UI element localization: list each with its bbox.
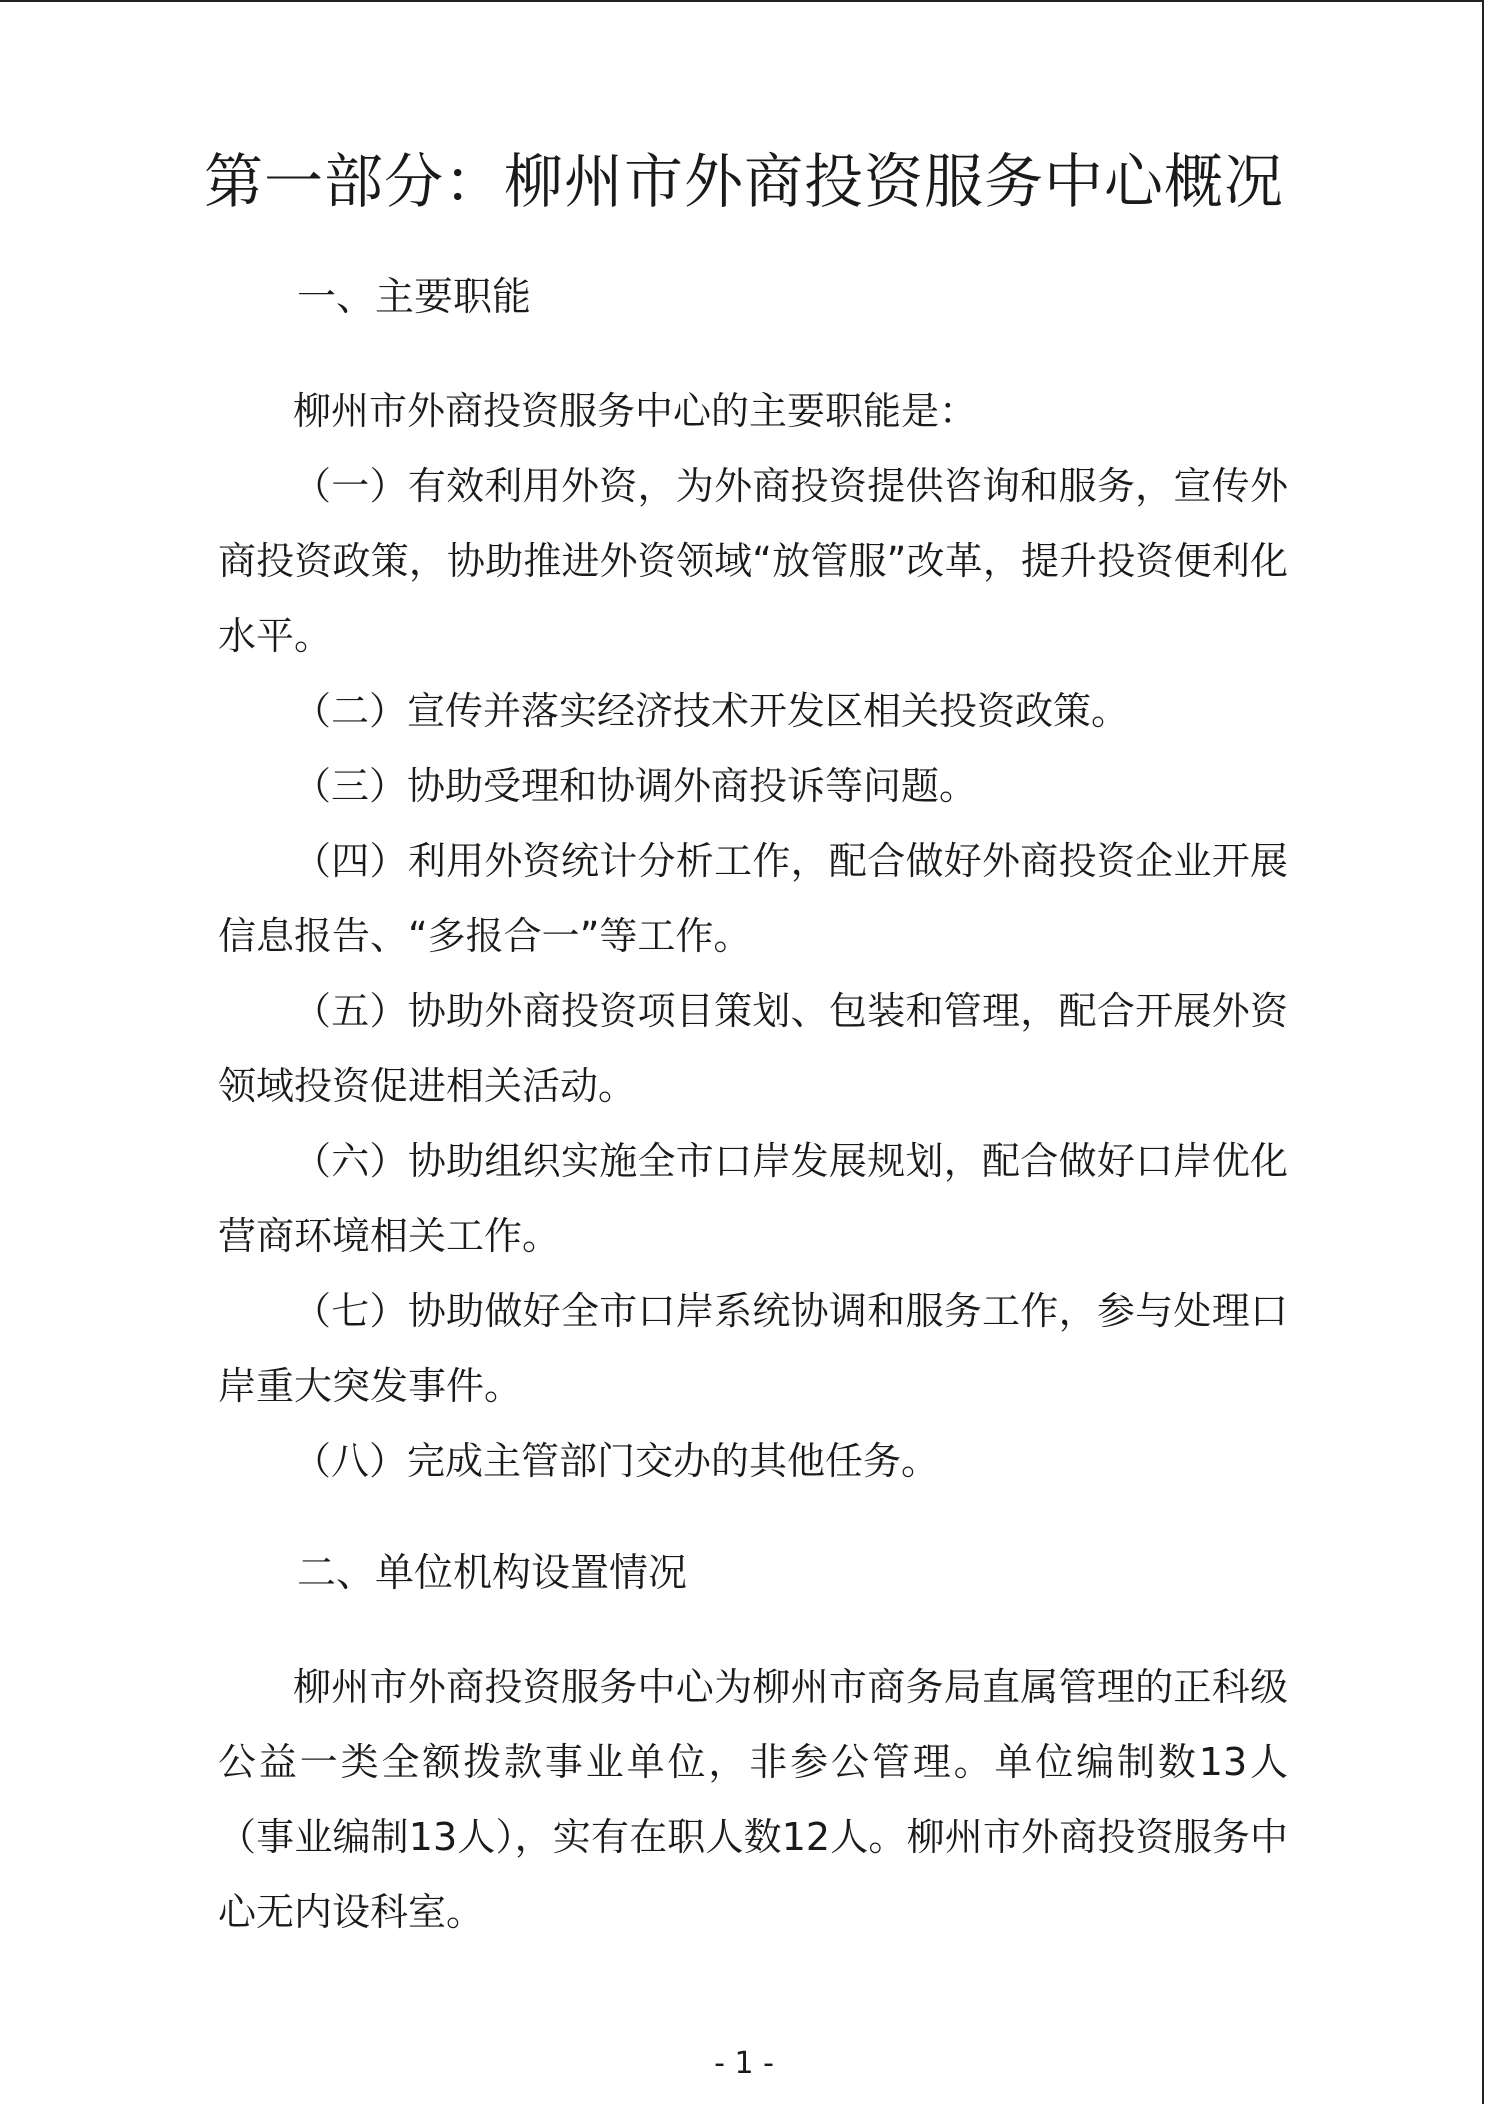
section-heading-main-functions: 一、主要职能 <box>297 275 532 320</box>
function-item-6: （六）协助组织实施全市口岸发展规划，配合做好口岸优化营商环境相关工作。 <box>218 1139 1288 1258</box>
function-item-4: （四）利用外资统计分析工作，配合做好外商投资企业开展信息报告、“多报合一”等工作。 <box>218 839 1288 958</box>
organization-body: 柳州市外商投资服务中心为柳州市商务局直属管理的正科级公益一类全额拨款事业单位，非参公管理。单位编制数13人（事业编制13人），实有在职人数12人。柳州市外商投资服务中心无内设科室。 <box>218 1665 1288 1934</box>
function-item-7: （七）协助做好全市口岸系统协调和服务工作，参与处理口岸重大突发事件。 <box>218 1289 1288 1408</box>
functions-intro: 柳州市外商投资服务中心的主要职能是： <box>293 389 978 433</box>
document-title: 第一部分：柳州市外商投资服务中心概况 <box>203 147 1284 216</box>
function-item-1: （一）有效利用外资，为外商投资提供咨询和服务，宣传外商投资政策，协助推进外资领域“放管服”改革，提升投资便利化水平。 <box>218 464 1288 658</box>
function-item-3: （三）协助受理和协调外商投诉等问题。 <box>293 764 978 808</box>
section-heading-organization: 二、单位机构设置情况 <box>297 1551 688 1596</box>
page-number: - 1 - <box>714 2046 774 2081</box>
function-item-5: （五）协助外商投资项目策划、包装和管理，配合开展外资领域投资促进相关活动。 <box>218 989 1288 1108</box>
function-item-8: （八）完成主管部门交办的其他任务。 <box>293 1439 940 1483</box>
function-item-2: （二）宣传并落实经济技术开发区相关投资政策。 <box>293 689 1130 733</box>
